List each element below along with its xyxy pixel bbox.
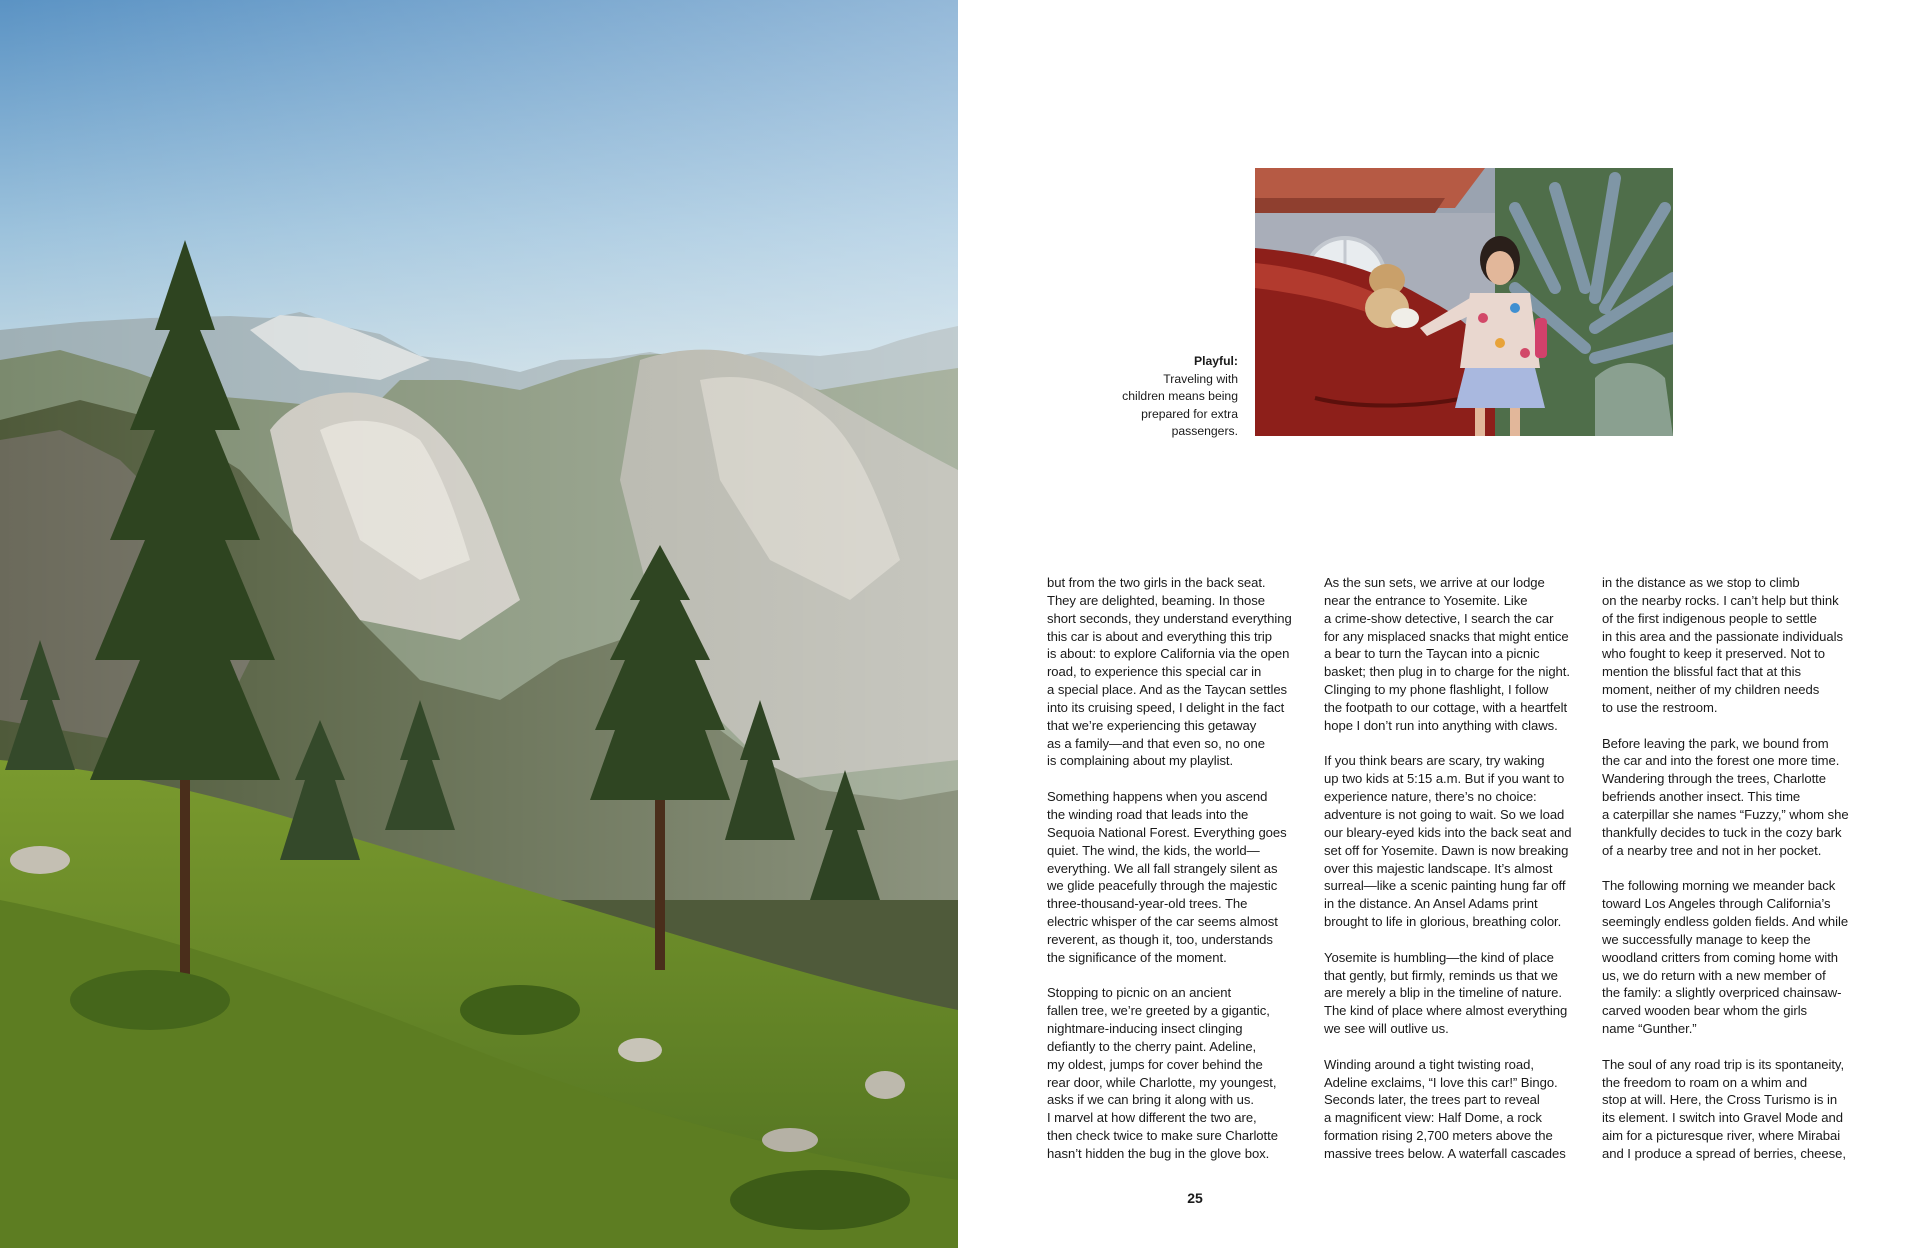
paragraph: If you think bears are scary, try waking up two kids at 5:15 a.m. But if you want to experience nature, there’s no choice: adventure is not going to wait. So we load our bleary-eyed kids into the back seat and set off for Yosemite. Dawn is now breaking over this majestic landscape. It’s almost surreal—like a scenic painting hung far off in the distance. An Ansel Adams print brought to life in glorious, breathing color.: [1324, 753, 1572, 930]
text-column-2: [1324, 574, 1586, 1181]
caption-text: Traveling with children means being prepared for extra passengers.: [1122, 371, 1238, 439]
paragraph: As the sun sets, we arrive at our lodge near the entrance to Yosemite. Like a crime-show detective, I search the car for any misplaced snacks that might entice a bear to turn the Taycan into a picnic basket; then plug in to charge for the night. Clinging to my phone flashlight, I follow the footpath to our cottage, with a heartfelt hope I don’t run into anything with claws.: [1324, 575, 1570, 733]
paragraph: but from the two girls in the back seat. They are delighted, beaming. In those short seconds, they understand everything this car is about and everything this trip is about: to explore California via the open road, to experience this special car in a special place. And as the Taycan settles into its cruising speed, I delight in the fact that we’re experiencing this getaway as a family—and that even so, no one is complaining about my playlist.: [1047, 575, 1292, 769]
paragraph: Winding around a tight twisting road, Adeline exclaims, “I love this car!” Bingo. Seconds later, the trees part to reveal a magnificent view: Half Dome, a rock formation rising 2,700 meters above the massive trees below. A waterfall cascades: [1324, 1056, 1566, 1161]
paragraph: Stopping to picnic on an ancient fallen tree, we’re greeted by a gigantic, nightmare-inducing insect clinging defiantly to the cherry paint. Adeline, my oldest, jumps for cover behind the rear door, while Charlotte, my youngest, asks if we can bring it along with us. I marvel at how different the two are, then check twice to make sure Charlotte hasn’t hidden the bug in the glove box.: [1047, 985, 1278, 1161]
inset-photo: [1255, 168, 1673, 436]
paragraph: Before leaving the park, we bound from the car and into the forest one more time. Wandering through the trees, Charlotte befriends another insect. This time a caterpillar she names “Fuzzy,” whom she thankfully decides to tuck in the cozy bark of a nearby tree and not in her pocket.: [1602, 735, 1849, 858]
paragraph: Yosemite is humbling—the kind of place that gently, but firmly, reminds us that we are merely a blip in the timeline of nature. The kind of place where almost everything we see will outlive us.: [1324, 949, 1568, 1037]
paragraph: The soul of any road trip is its spontaneity, the freedom to roam on a whim and stop at will. Here, the Cross Turismo is in its element. I switch into Gravel Mode and aim for a picturesque river, where Mirabai and I produce a spread of berries, cheese,: [1602, 1056, 1846, 1161]
text-column-1: [1047, 574, 1309, 1181]
text-column-3: [1602, 574, 1864, 1181]
photo-caption: [1090, 353, 1238, 441]
paragraph: in the distance as we stop to climb on the nearby rocks. I can’t help but think of the first indigenous people to settle in this area and the passionate individuals who fought to keep it preserved. Not to mention the blissful fact that at this moment, neither of my children needs to use the restroom.: [1602, 575, 1843, 715]
paragraph: Something happens when you ascend the winding road that leads into the Sequoia National Forest. Everything goes quiet. The wind, the kids, the world— everything. We all fall strangely silent as we glide peacefully through the majestic three-thousand-year-old trees. The electric whisper of the car seems almost reverent, as though it, too, understands the significance of the moment.: [1047, 789, 1287, 965]
page-number: 25: [1187, 1190, 1203, 1206]
paragraph: The following morning we meander back toward Los Angeles through California’s seemingly endless golden fields. And while we successfully manage to keep the woodland critters from coming home with us, we do return with a new member of the family: a slightly overpriced chainsaw- carved wooden bear whom the girls name “Gunther.”: [1602, 878, 1849, 1037]
landscape-photo: [0, 0, 958, 1248]
caption-title: Playful:: [1193, 354, 1238, 368]
